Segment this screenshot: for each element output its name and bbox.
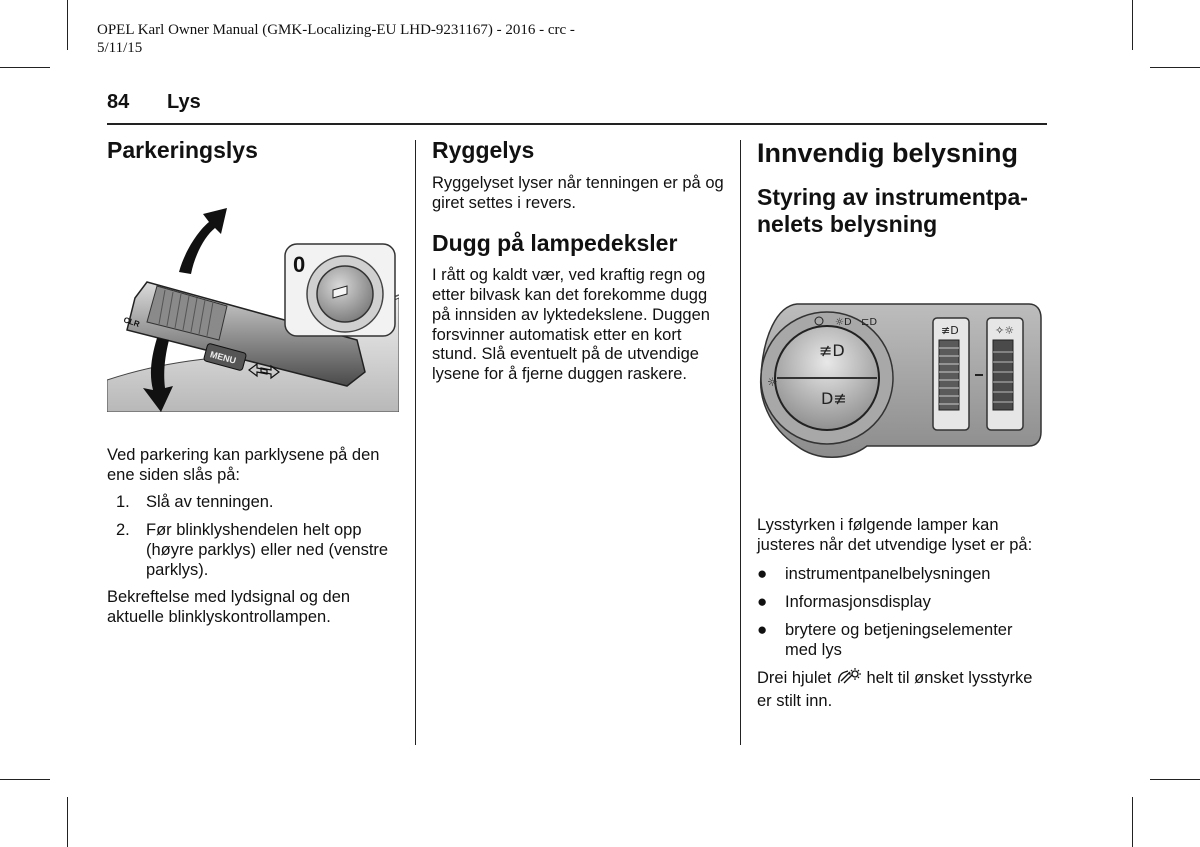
dimming-outro-start: Drei hjulet (757, 669, 832, 688)
svg-text:D≢: D≢ (821, 389, 847, 408)
page-number: 84 (107, 91, 130, 113)
document-info-line: OPEL Karl Owner Manual (GMK-Localizing-EU LHD-9231167) - 2016 - crc - (97, 22, 575, 38)
heading-dugg: Dugg på lampedeksler (432, 230, 678, 257)
parking-outro: Bekreftelse med lydsignal og den aktuelle blinklyskontrollampen. (107, 588, 351, 626)
bullet-text: instrumentpanelbelysningen (785, 565, 991, 584)
condensation-paragraph: I rått og kaldt vær, ved kraftig regn og etter bilvask kan det forekomme dugg på innsiden av lyktedekslene. Duggen forsvinner automatisk etter en kort stund. Slå eventuelt på de utvendige lysene for å fjerne duggen raskere. (432, 266, 710, 383)
svg-text:✧☼: ✧☼ (995, 324, 1015, 337)
crop-mark (67, 797, 68, 847)
heading-instrument-dimming: Styring av instrumentpa-nelets belysning (757, 184, 1028, 237)
document-info-date: 5/11/15 (97, 40, 143, 56)
dimmable-lamps-list (757, 565, 1047, 660)
step-text: Slå av tenningen. (146, 493, 274, 512)
parking-intro: Ved parkering kan parklysene på den ene siden slås på: (107, 446, 380, 484)
header-rule (107, 123, 1047, 125)
step-number: 1. (116, 493, 130, 512)
crop-mark (0, 779, 50, 780)
light-switch-panel-illustration (757, 296, 1042, 466)
list-item (757, 621, 1047, 660)
heading-parkeringslys: Parkeringslys (107, 137, 258, 163)
section-title: Lys (167, 91, 201, 113)
turn-signal-stalk-figure (107, 190, 399, 412)
column-reversing-lights (432, 137, 727, 385)
light-switch-figure (757, 296, 1042, 466)
dimming-intro: Lysstyrken i følgende lamper kan justeres når det utvendige lyset er på: (757, 516, 1033, 554)
reversing-paragraph: Ryggelyset lyser når tenningen er på og giret settes i revers. (432, 174, 724, 212)
dimming-outro-end: helt til ønsket lysstyrke er stilt inn. (757, 669, 1033, 710)
list-item (107, 521, 402, 580)
list-item (107, 493, 402, 513)
crop-mark (0, 67, 50, 68)
parking-steps (107, 493, 402, 580)
column-parking-lights (107, 137, 402, 628)
bullet: ● (757, 592, 768, 612)
dimming-outro (757, 668, 1047, 711)
instrument-dimmer-icon (836, 668, 862, 692)
list-item (757, 593, 1047, 613)
svg-text:≢D: ≢D (819, 341, 845, 360)
step-number: 2. (116, 521, 130, 540)
inset-zero-label: 0 (293, 252, 306, 277)
step-text: Før blinklyshendelen helt opp (høyre parklys) eller ned (venstre parklys). (146, 521, 389, 579)
svg-text:⊏D: ⊏D (861, 317, 878, 328)
list-item (757, 565, 1047, 585)
heading-innvendig-belysning: Innvendig belysning (757, 138, 1019, 168)
bullet-text: brytere og betjeningselementer med lys (785, 620, 1013, 659)
column-divider (740, 140, 741, 745)
bullet: ● (757, 564, 768, 584)
document-info (97, 21, 617, 57)
column-divider (415, 140, 416, 745)
svg-text:≢D: ≢D (941, 324, 959, 337)
bullet: ● (757, 619, 768, 639)
crop-mark (67, 0, 68, 50)
stalk-menu-label: MENU (208, 349, 238, 366)
crop-mark (1150, 779, 1200, 780)
crop-mark (1132, 797, 1133, 847)
crop-mark (1132, 0, 1133, 50)
svg-text:☼: ☼ (767, 375, 778, 389)
stalk-clr-label: CLR (122, 315, 141, 329)
svg-text:☼D: ☼D (835, 317, 852, 328)
crop-mark (1150, 67, 1200, 68)
turn-signal-stalk-illustration (107, 190, 399, 412)
page-heading (107, 91, 201, 114)
heading-ryggelys: Ryggelys (432, 137, 535, 163)
bullet-text: Informasjonsdisplay (785, 593, 931, 612)
column-interior-lighting (757, 137, 1047, 712)
